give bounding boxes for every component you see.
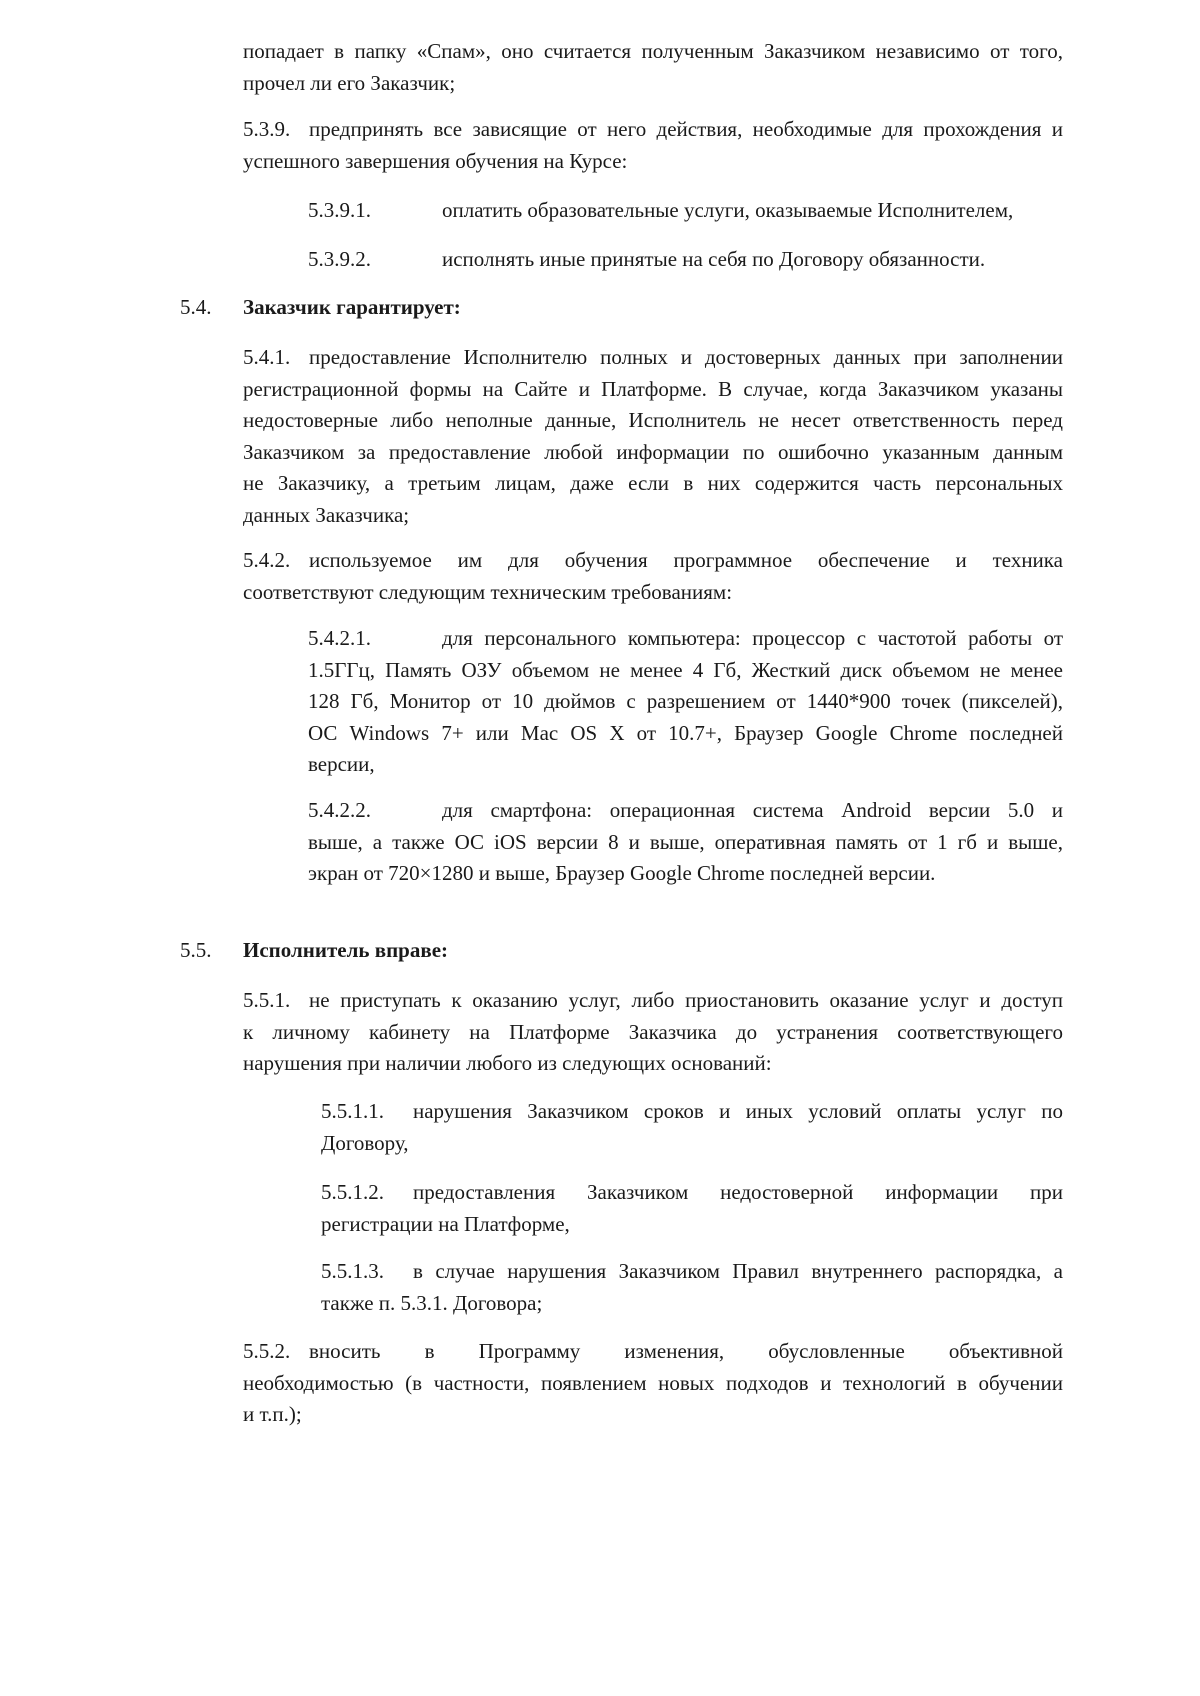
text-line: предоставления Заказчиком недостоверной информации при bbox=[413, 1180, 1063, 1204]
text-line: успешного завершения обучения на Курсе: bbox=[243, 148, 628, 173]
section-number: 5.5. bbox=[180, 938, 212, 962]
clause-number: 5.5.2. bbox=[243, 1339, 291, 1363]
section-number: 5.4. bbox=[180, 295, 212, 319]
clause-5-4-2-2 bbox=[308, 795, 1063, 890]
continuation-paragraph bbox=[243, 36, 1063, 99]
text-line: Договору, bbox=[321, 1130, 409, 1155]
clause-number: 5.5.1.2. bbox=[321, 1180, 384, 1204]
clause-5-5-1-1 bbox=[321, 1096, 1063, 1159]
clause-number: 5.3.9.1. bbox=[308, 198, 371, 222]
text-line: для смартфона: операционная система Android версии 5.0 и bbox=[442, 798, 1063, 822]
text-line: попадает в папку «Спам», оно считается полученным Заказчиком независимо от того, bbox=[243, 39, 1063, 63]
clause-5-4-2-1 bbox=[308, 623, 1063, 781]
text-line: данных Заказчика; bbox=[243, 502, 410, 527]
text-line: в случае нарушения Заказчиком Правил внутреннего распорядка, а bbox=[413, 1259, 1063, 1283]
text-line: необходимостью (в частности, появлением новых подходов и технологий в обучении bbox=[243, 1370, 1063, 1395]
text-line: Заказчиком за предоставление любой информации по ошибочно указанным данным bbox=[243, 439, 1063, 464]
clause-number: 5.3.9. bbox=[243, 117, 291, 141]
text-line: 1.5ГГц, Память ОЗУ объемом не менее 4 Гб, Жесткий диск объемом не менее bbox=[308, 657, 1063, 682]
clause-5-5-1-3 bbox=[321, 1256, 1063, 1319]
clause-5-5-1-2 bbox=[321, 1177, 1063, 1240]
text-line: для персонального компьютера: процессор с частотой работы от bbox=[442, 626, 1063, 650]
clause-5-5-1 bbox=[243, 985, 1063, 1080]
clause-number: 5.4.2.2. bbox=[308, 798, 371, 822]
section-title: Исполнитель вправе: bbox=[243, 938, 449, 962]
clause-number: 5.4.1. bbox=[243, 345, 291, 369]
clause-5-5-2 bbox=[243, 1336, 1063, 1431]
text-line: нарушения при наличии любого из следующих оснований: bbox=[243, 1051, 772, 1075]
text-line: используемое им для обучения программное обеспечение и техника bbox=[309, 548, 1063, 572]
text-line: не приступать к оказанию услуг, либо приостановить оказание услуг и доступ bbox=[309, 988, 1063, 1012]
clause-5-3-9-1 bbox=[308, 195, 1068, 227]
text-line: также п. 5.3.1. Договора; bbox=[321, 1290, 543, 1315]
text-line: 128 Гб, Монитор от 10 дюймов с разрешением от 1440*900 точек (пикселей), bbox=[308, 689, 1063, 713]
text-line: предоставление Исполнителю полных и достоверных данных при заполнении bbox=[309, 345, 1063, 369]
clause-5-3-9 bbox=[243, 114, 1063, 177]
clause-number: 5.5.1.3. bbox=[321, 1259, 384, 1283]
text-line: версии, bbox=[308, 752, 375, 776]
text-line: не Заказчику, а третьим лицам, даже если в них содержится часть персональных bbox=[243, 471, 1063, 495]
clause-5-3-9-2 bbox=[308, 244, 1068, 276]
clause-5-4-1 bbox=[243, 342, 1063, 531]
text-line: вносить в Программу изменения, обусловленные объективной bbox=[309, 1339, 1063, 1363]
text-line: предпринять все зависящие от него действия, необходимые для прохождения и bbox=[309, 117, 1063, 141]
text-line: выше, а также ОС iOS версии 8 и выше, оперативная память от 1 гб и выше, bbox=[308, 829, 1063, 854]
text-line: прочел ли его Заказчик; bbox=[243, 70, 456, 95]
clause-number: 5.4.2. bbox=[243, 548, 291, 572]
text-line: регистрационной формы на Сайте и Платформе. В случае, когда Заказчиком указаны bbox=[243, 376, 1063, 401]
section-title: Заказчик гарантирует: bbox=[243, 295, 461, 319]
clause-5-4-2 bbox=[243, 545, 1063, 608]
clause-number: 5.5.1. bbox=[243, 988, 291, 1012]
text-line: соответствуют следующим техническим требованиям: bbox=[243, 579, 733, 604]
clause-number: 5.3.9.2. bbox=[308, 247, 371, 271]
text-line: регистрации на Платформе, bbox=[321, 1211, 570, 1236]
text-line: нарушения Заказчиком сроков и иных условий оплаты услуг по bbox=[413, 1099, 1063, 1123]
clause-text: исполнять иные принятые на себя по Договору обязанности. bbox=[442, 247, 986, 271]
text-line: и т.п.); bbox=[243, 1402, 302, 1426]
text-line: экран от 720×1280 и выше, Браузер Google Chrome последней версии. bbox=[308, 861, 936, 885]
clause-number: 5.5.1.1. bbox=[321, 1099, 384, 1123]
text-line: ОС Windows 7+ или Mac OS X от 10.7+, Браузер Google Chrome последней bbox=[308, 720, 1063, 745]
text-line: к личному кабинету на Платформе Заказчика до устранения соответствующего bbox=[243, 1019, 1063, 1044]
clause-text: оплатить образовательные услуги, оказываемые Исполнителем, bbox=[442, 198, 1014, 222]
clause-number: 5.4.2.1. bbox=[308, 626, 371, 650]
text-line: недостоверные либо неполные данные, Исполнитель не несет ответственность перед bbox=[243, 408, 1063, 432]
